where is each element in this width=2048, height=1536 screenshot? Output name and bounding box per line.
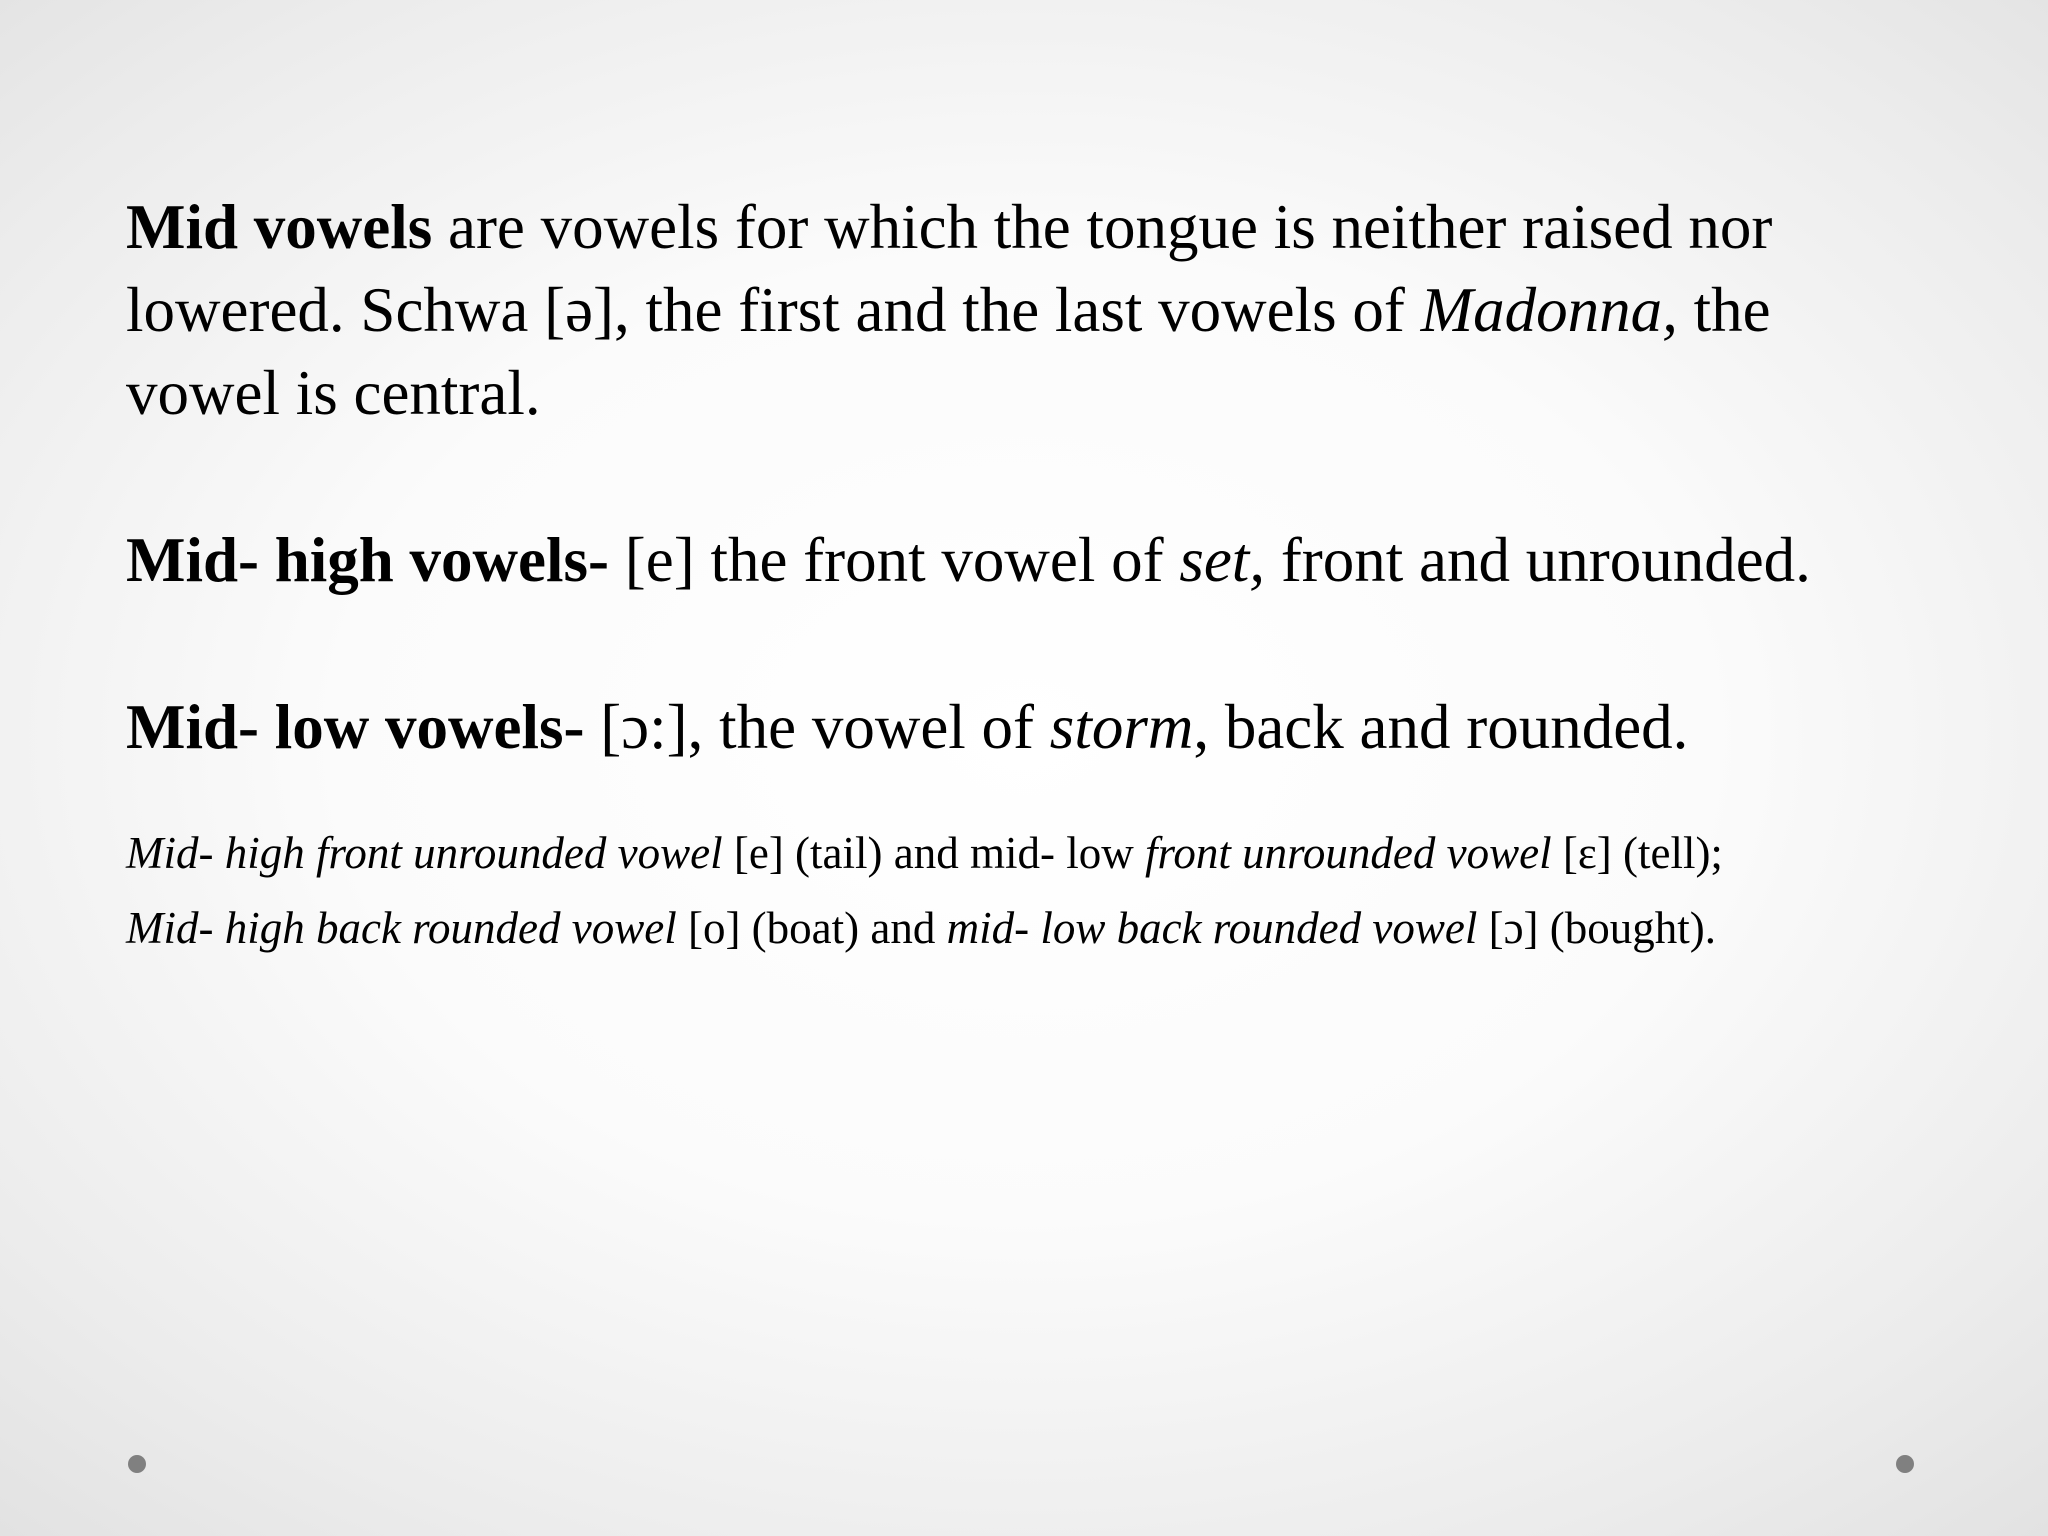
example-text-end: [ɔ] (bought). — [1477, 903, 1716, 953]
term-mid-high-vowels: Mid- high vowels- — [126, 525, 610, 595]
vowel-description: Mid- high front unrounded vowel — [126, 828, 723, 878]
definition-text: are vowels for which the tongue is neither raised nor lowered. Schwa [ə], the first and the last vowels of — [126, 192, 1773, 345]
decorative-dot-right — [1896, 1455, 1914, 1473]
definition-text: [ɔ:], the vowel of — [584, 692, 1050, 762]
paragraph-front-pair — [126, 823, 1926, 884]
paragraph-back-pair — [126, 898, 1926, 959]
example-text-end: [ɛ] (tell); — [1551, 828, 1723, 878]
definition-text-end: , back and rounded. — [1193, 692, 1689, 762]
vowel-description: front unrounded vowel — [1144, 828, 1552, 878]
term-mid-low-vowels: Mid- low vowels- — [126, 692, 585, 762]
definition-text: [e] the front vowel of — [609, 525, 1180, 595]
example-text: [e] (tail) and mid- low — [722, 828, 1145, 878]
paragraph-mid-high-vowels — [126, 519, 1926, 602]
slide-content — [126, 186, 1926, 959]
paragraph-mid-low-vowels — [126, 686, 1926, 769]
example-word: set, — [1179, 525, 1266, 595]
term-mid-vowels: Mid vowels — [126, 192, 433, 262]
vowel-description: mid- low back rounded vowel — [946, 903, 1478, 953]
example-word: storm — [1049, 692, 1194, 762]
vowel-description: Mid- high back rounded vowel — [126, 903, 677, 953]
example-text: [o] (boat) and — [676, 903, 947, 953]
decorative-dot-left — [128, 1455, 146, 1473]
definition-text-end: the vowel is central. — [126, 275, 1771, 428]
paragraph-mid-vowels — [126, 186, 1926, 435]
example-word: Madonna, — [1420, 275, 1678, 345]
definition-text-end: front and unrounded. — [1265, 525, 1811, 595]
